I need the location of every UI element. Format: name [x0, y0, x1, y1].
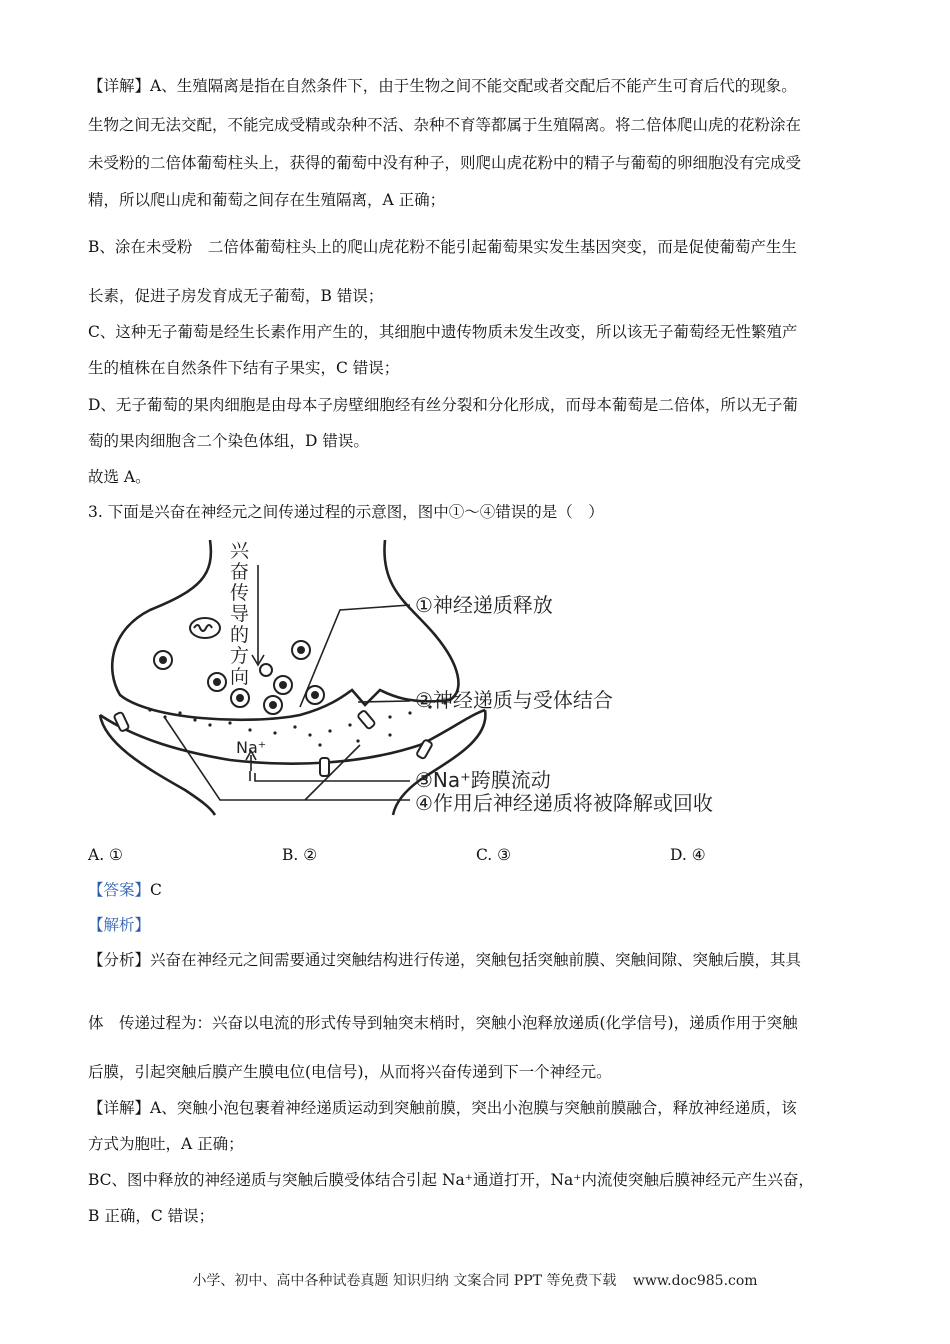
direction-char: 兴 [230, 540, 250, 562]
text-line: 长素，促进子房发育成无子葡萄，B 错误； [88, 287, 384, 305]
text-line: 萄的果肉细胞含二个染色体组，D 错误。 [88, 432, 369, 450]
text-line: 故选 A。 [88, 468, 151, 486]
question-stem: 3. 下面是兴奋在神经元之间传递过程的示意图，图中①～④错误的是（ ） [88, 503, 604, 521]
text-line: B、涂在未受粉 二倍体葡萄柱头上的爬山虎花粉不能引起葡萄果实发生基因突变，而是促使葡萄产生生 [88, 238, 797, 256]
option-d: D. ④ [670, 846, 706, 864]
footer-text: 小学、初中、高中各种试卷真题 知识归纳 文案合同 PPT 等免费下载 [192, 1273, 617, 1289]
page-footer [0, 1270, 950, 1290]
direction-char: 的 [230, 624, 250, 646]
option-a: A. ① [88, 846, 123, 864]
callout-3: ③Na⁺跨膜流动 [415, 768, 551, 792]
text-line: 【分析】兴奋在神经元之间需要通过突触结构进行传递，突触包括突触前膜、突触间隙、突触后膜，其具 [88, 951, 802, 969]
footer-url[interactable]: www.doc985.com [632, 1273, 758, 1289]
text-line: 未受粉的二倍体葡萄柱头上，获得的葡萄中没有种子，则爬山虎花粉中的精子与葡萄的卵细胞没有完成受 [88, 154, 802, 172]
text-line: C、这种无子葡萄是经生长素作用产生的，其细胞中遗传物质未发生改变，所以该无子葡萄经无性繁殖产 [88, 323, 798, 341]
text-line: B 正确，C 错误； [88, 1207, 215, 1225]
direction-char: 奋 [230, 561, 250, 583]
direction-char: 传 [230, 582, 250, 604]
answer-value: C [150, 881, 162, 899]
analysis-tag: 【解析】 [88, 916, 151, 934]
text-line: BC、图中释放的神经递质与突触后膜受体结合引起 Na⁺通道打开，Na⁺内流使突触后膜神经元产生兴奋， [88, 1171, 814, 1189]
na-ion-label: Na⁺ [236, 738, 267, 757]
text-line: 【详解】A、突触小泡包裹着神经递质运动到突触前膜，突出小泡膜与突触前膜融合，释放神经递质，该 [88, 1099, 797, 1117]
direction-char: 向 [230, 666, 250, 688]
answer-line [88, 880, 868, 900]
direction-char: 导 [230, 603, 250, 625]
answer-tag: 【答案】 [88, 881, 151, 899]
direction-char: 方 [230, 645, 250, 667]
text-line: 后膜，引起突触后膜产生膜电位(电信号)，从而将兴奋传递到下一个神经元。 [88, 1063, 612, 1081]
option-b: B. ② [282, 846, 318, 864]
option-c: C. ③ [476, 846, 512, 864]
callout-4: ④作用后神经递质将被降解或回收 [415, 791, 713, 815]
text-line: 精，所以爬山虎和葡萄之间存在生殖隔离，A 正确； [88, 191, 446, 209]
callout-1: ①神经递质释放 [415, 593, 553, 617]
text-line: 体 传递过程为：兴奋以电流的形式传导到轴突末梢时，突触小泡释放递质(化学信号)，递质作用于突触 [88, 1014, 798, 1032]
text-line: 【详解】A、生殖隔离是指在自然条件下，由于生物之间不能交配或者交配后不能产生可育后代的现象。 [88, 77, 797, 95]
text-line: 生的植株在自然条件下结有子果实，C 错误； [88, 359, 400, 377]
text-line: 生物之间无法交配，不能完成受精或杂种不活、杂种不育等都属于生殖隔离。将二倍体爬山虎的花粉涂在 [88, 116, 802, 134]
text-line: 方式为胞吐，A 正确； [88, 1135, 244, 1153]
callout-2: ②神经递质与受体结合 [415, 688, 613, 712]
text-line: D、无子葡萄的果肉细胞是由母本子房壁细胞经有丝分裂和分化形成，而母本葡萄是二倍体，所以无子葡 [88, 396, 798, 414]
synapse-diagram [90, 535, 750, 820]
